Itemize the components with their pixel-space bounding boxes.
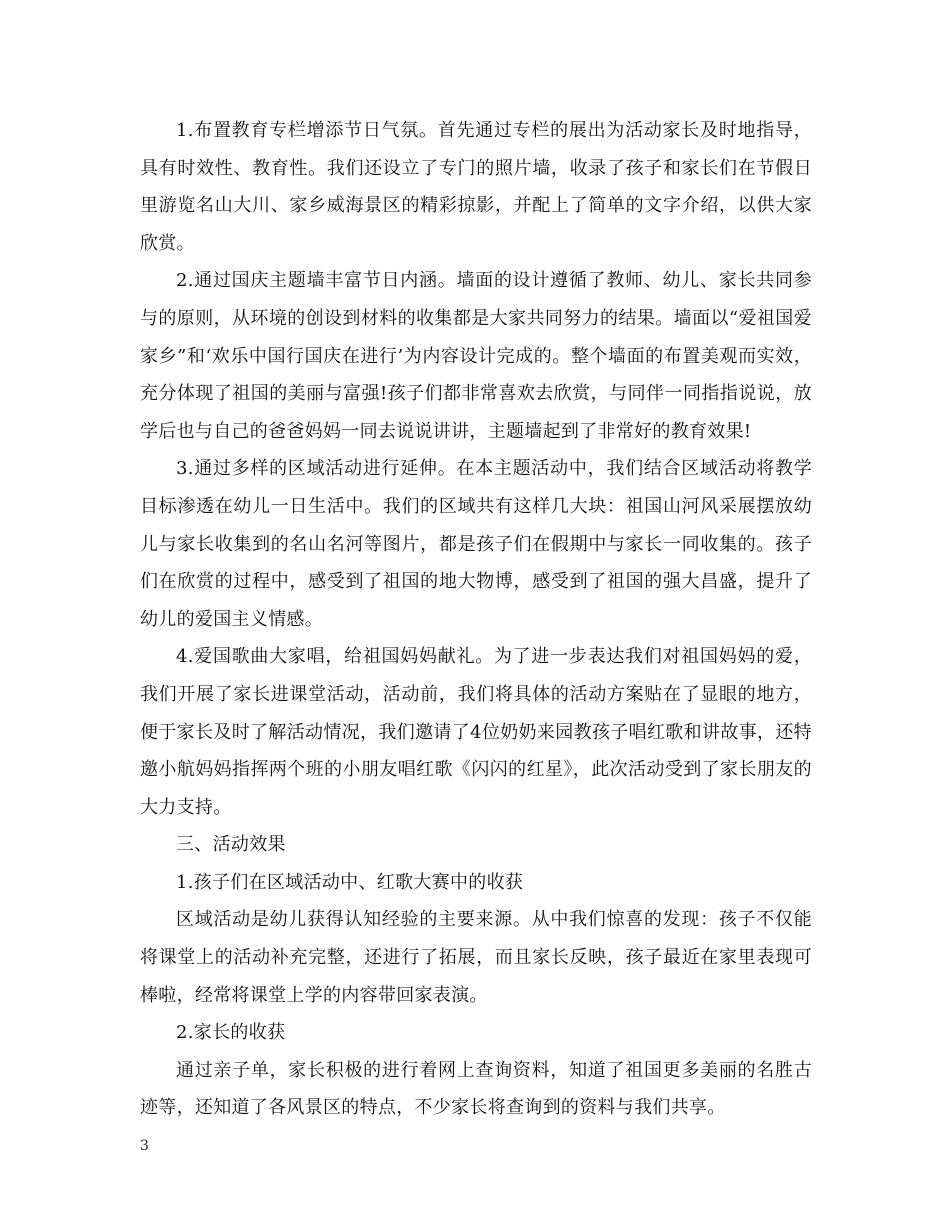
paragraph-2: 2.通过国庆主题墙丰富节日内涵。墙面的设计遵循了教师、幼儿、家长共同参与的原则，从环境的创设到材料的收集都是大家共同努力的结果。墙面以“爱祖国爱家乡”和‘欢乐中国行国庆在进行’为内容设计完成的。整个墙面的布置美观而实效，充分体现了祖国的美丽与富强!孩子们都非常喜欢去欣赏，与同伴一同指指说说，放学后也与自己的爸爸妈妈一同去说说讲讲，主题墙起到了非常好的教育效果! — [140, 270, 812, 442]
paragraph-children-gains: 区域活动是幼儿获得认知经验的主要来源。从中我们惊喜的发现：孩子不仅能将课堂上的活动补充完整，还进行了拓展，而且家长反映，孩子最近在家里表现可棒啦，经常将课堂上学的内容带回家表演。 — [140, 909, 812, 1006]
paragraph-parent-gains: 通过亲子单，家长积极的进行着网上查询资料，知道了祖国更多美丽的名胜古迹等，还知道了各风景区的特点，不少家长将查询到的资料与我们共享。 — [140, 1059, 812, 1119]
document-body — [140, 112, 812, 1127]
paragraph-4: 4.爱国歌曲大家唱，给祖国妈妈献礼。为了进一步表达我们对祖国妈妈的爱，我们开展了家长进课堂活动，活动前，我们将具体的活动方案贴在了显眼的地方，便于家长及时了解活动情况，我们邀请了4位奶奶来园教孩子唱红歌和讲故事，还特邀小航妈妈指挥两个班的小朋友唱红歌《闪闪的红星》，此次活动受到了家长朋友的大力支持。 — [140, 646, 812, 818]
subheading-children-gains: 1.孩子们在区域活动中、红歌大赛中的收获 — [176, 871, 524, 893]
paragraph-1: 1.布置教育专栏增添节日气氛。首先通过专栏的展出为活动家长及时地指导，具有时效性、教育性。我们还设立了专门的照片墙，收录了孩子和家长们在节假日里游览名山大川、家乡威海景区的精彩掠影，并配上了简单的文字介绍，以供大家欣赏。 — [140, 120, 812, 254]
paragraph-3: 3.通过多样的区域活动进行延伸。在本主题活动中，我们结合区域活动将教学目标渗透在幼儿一日生活中。我们的区域共有这样几大块：祖国山河风采展摆放幼儿与家长收集到的名山名河等图片，都是孩子们在假期中与家长一同收集的。孩子们在欣赏的过程中，感受到了祖国的地大物博，感受到了祖国的强大昌盛，提升了幼儿的爱国主义情感。 — [140, 458, 812, 630]
subheading-parent-gains: 2.家长的收获 — [176, 1022, 286, 1044]
page-number: 3 — [140, 1138, 149, 1154]
section-heading-activity-effects: 三、活动效果 — [176, 834, 286, 856]
